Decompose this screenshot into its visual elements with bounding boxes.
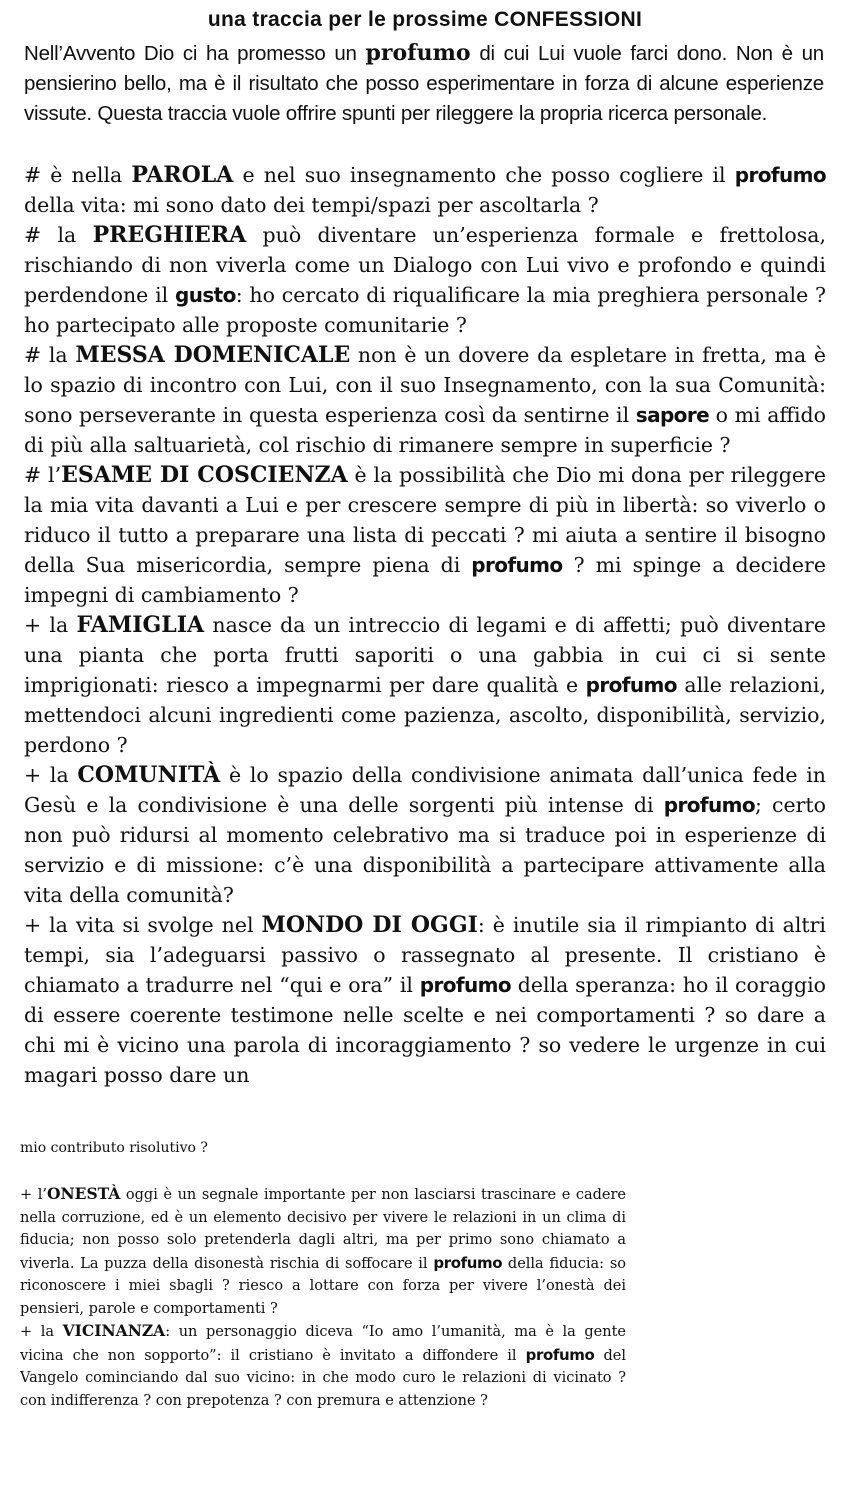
item-profumo: profumo bbox=[585, 673, 677, 697]
item-profumo: profumo bbox=[433, 1253, 503, 1272]
item-text: della vita: mi sono dato dei tempi/spazi per ascoltarla ? bbox=[24, 193, 599, 217]
item-text: : è inutile sia il rimpianto di altri tempi, sia l’adeguarsi passivo o rassegnato al presente. Il cristiano è chiamato a tradurre nel “qui e ora” il bbox=[24, 913, 826, 997]
intro-paragraph bbox=[24, 38, 824, 129]
item-profumo: profumo bbox=[525, 1345, 595, 1364]
item-profumo: gusto bbox=[174, 283, 236, 307]
list-item-preghiera bbox=[24, 220, 826, 340]
main-list bbox=[24, 160, 826, 1090]
item-keyword: MONDO DI OGGI bbox=[261, 912, 478, 938]
item-keyword: COMUNITÀ bbox=[77, 762, 221, 788]
list-item-parola bbox=[24, 160, 826, 220]
item-text: # l’ bbox=[24, 463, 62, 487]
item-text: può diventare un’esperienza formale e frettolosa, rischiando di non viverla come un Dialogo con Lui vivo e profondo e quindi perdendone il bbox=[24, 223, 826, 307]
item-text: è la possibilità che Dio mi dona per rileggere la mia vita davanti a Lui e per crescere sempre di più in libertà: so viverlo o riduco il tutto a preparare una lista di peccati ? mi aiuta a sentire il bisogno della Sua misericordia, sempre piena di bbox=[24, 463, 826, 577]
item-text: del Vangelo cominciando dal suo vicino: in che modo curo le relazioni di vicinato ? con indifferenza ? con prepotenza ? con premura e attenzione ? bbox=[20, 1347, 626, 1409]
list-item-vicinanza bbox=[20, 1320, 626, 1412]
item-profumo: sapore bbox=[635, 403, 710, 427]
list-item-famiglia bbox=[24, 610, 826, 760]
item-keyword: FAMIGLIA bbox=[76, 612, 205, 638]
item-text: e nel suo insegnamento che posso cogliere il bbox=[233, 163, 735, 187]
item-text: ? mi spinge a decidere impegni di cambiamento ? bbox=[24, 553, 826, 607]
title-prefix: una traccia per le prossime bbox=[207, 8, 495, 31]
intro-text-b: di cui Lui vuole farci dono. Non è un pensierino bello, ma è il risultato che posso esperimentare in forza di alcune esperienze vissute. Questa traccia vuole offrire spunti per rileggere la propria ricerca personale. bbox=[24, 42, 824, 125]
item-text: : ho cercato di riqualificare la mia preghiera personale ? ho partecipato alle proposte comunitarie ? bbox=[24, 283, 826, 337]
list-item-comunita bbox=[24, 760, 826, 910]
item-text: della fiducia: so riconoscere i miei sbagli ? riesco a lottare con forza per vivere l’onestà dei pensieri, parole e comportamenti ? bbox=[20, 1255, 626, 1317]
item-text: + la bbox=[24, 613, 77, 637]
title-emphasis: CONFESSIONI bbox=[494, 8, 643, 31]
item-text: nasce da un intreccio di legami e di affetti; può diventare una pianta che porta frutti saporiti o una gabbia in cui ci si sente imprigionati: riesco a impegnarmi per dare qualità e bbox=[24, 613, 826, 697]
item-profumo: profumo bbox=[419, 973, 511, 997]
item-keyword: VICINANZA bbox=[62, 1321, 166, 1340]
item-text: oggi è un segnale importante per non lasciarsi trascinare e cadere nella corruzione, ed è un elemento decisivo per vivere le relazioni in un clima di fiducia; non posso solo pretenderla dagli altri, ma per primo sono chiamato a viverla. La puzza della disonestà rischia di soffocare il bbox=[20, 1187, 626, 1272]
item-profumo: profumo bbox=[734, 163, 826, 187]
item-profumo: profumo bbox=[663, 793, 755, 817]
item-text: della speranza: ho il coraggio di essere coerente testimone nelle scelte e nei comportamenti ? so dare a chi mi è vicino una parola di incoraggiamento ? so vedere le urgenze in cui magari posso dare un bbox=[24, 973, 826, 1087]
item-keyword: ONESTÀ bbox=[46, 1184, 121, 1203]
list-item-esame-di-coscienza bbox=[24, 460, 826, 610]
item-keyword: ESAME DI COSCIENZA bbox=[61, 462, 348, 488]
item-text: è lo spazio della condivisione animata dall’unica fede in Gesù e la condivisione è una delle sorgenti più intense di bbox=[24, 763, 826, 817]
item-text: : un personaggio diceva “Io amo l’umanità, ma è la gente vicina che non sopporto”: il cristiano è invitato a diffondere il bbox=[20, 1324, 627, 1364]
secondary-list bbox=[20, 1183, 626, 1412]
list-item-onesta bbox=[20, 1183, 626, 1320]
item-text: # la bbox=[24, 223, 93, 247]
intro-text-a: Nell’Avvento Dio ci ha promesso un bbox=[24, 42, 366, 65]
page-title bbox=[0, 8, 850, 32]
item-text: non è un dovere da espletare in fretta, ma è lo spazio di incontro con Lui, con il suo Insegnamento, con la sua Comunità: sono perseverante in questa esperienza così da sentirne il bbox=[24, 343, 826, 427]
list-item-mondo-di-oggi bbox=[24, 910, 826, 1090]
list-item-messa-domenicale bbox=[24, 340, 826, 460]
item-text: + la bbox=[24, 763, 78, 787]
item-text: ; certo non può ridursi al momento celebrativo ma si traduce poi in esperienze di servizio e di missione: c’è una disponibilità a partecipare attivamente alla vita della comunità? bbox=[24, 793, 826, 907]
item-text: alle relazioni, mettendoci alcuni ingredienti come pazienza, ascolto, disponibilità, servizio, perdono ? bbox=[24, 673, 827, 757]
intro-keyword-profumo: profumo bbox=[365, 40, 471, 66]
item-text: + la bbox=[20, 1324, 63, 1340]
item-text: # è nella bbox=[24, 163, 132, 187]
item-text: + la vita si svolge nel bbox=[24, 913, 262, 937]
item-text: # la bbox=[24, 343, 76, 367]
item-keyword: PAROLA bbox=[131, 162, 234, 188]
item-text: o mi affido di più alla saltuarietà, col rischio di rimanere sempre in superficie ? bbox=[24, 403, 826, 457]
item-keyword: PREGHIERA bbox=[92, 222, 247, 248]
item-keyword: MESSA DOMENICALE bbox=[75, 342, 351, 368]
item-profumo: profumo bbox=[471, 553, 563, 577]
item-text: + l’ bbox=[20, 1187, 47, 1203]
tail-line: mio contributo risolutivo ? bbox=[20, 1140, 208, 1156]
